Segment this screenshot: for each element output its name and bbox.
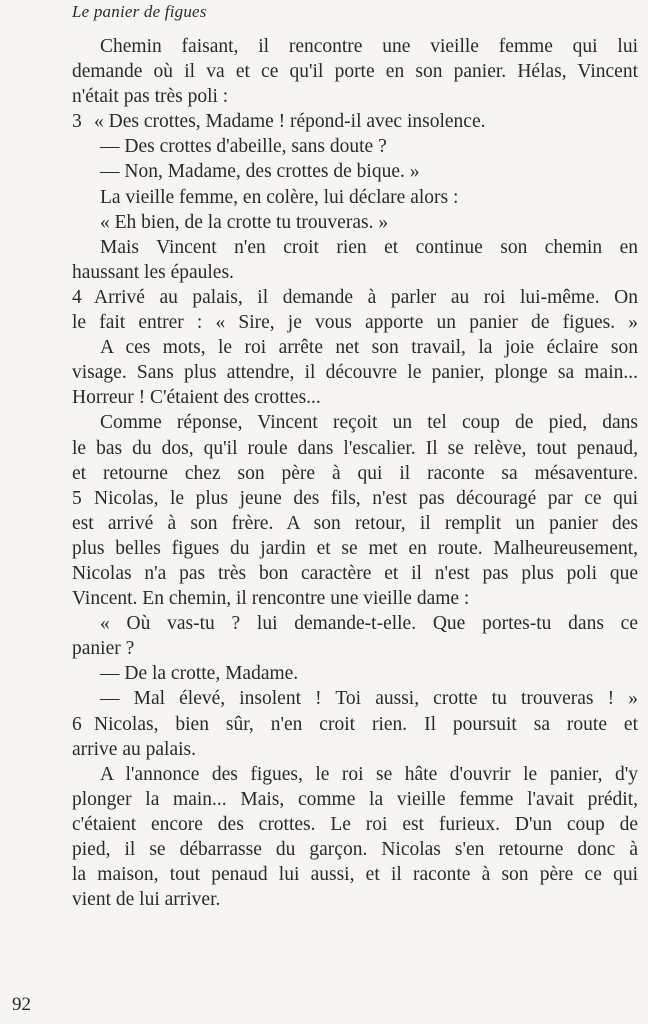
text-line <box>72 360 638 385</box>
line-text: Nicolas, bien sûr, n'en croit rien. Il poursuit sa route et <box>94 713 638 735</box>
text-line <box>72 410 638 435</box>
line-text: plonger la main... Mais, comme la vieille femme l'avait prédit, <box>72 788 638 810</box>
text-line <box>72 461 638 486</box>
text-line <box>72 260 638 285</box>
page-number: 92 <box>12 994 31 1015</box>
line-text: et retourne chez son père à qui il raconte sa mésaventure. <box>72 462 638 484</box>
text-line <box>72 787 638 812</box>
section-number: 5 <box>72 487 82 509</box>
line-text: la maison, tout penaud lui aussi, et il raconte à son père ce qui <box>72 864 638 886</box>
text-line <box>72 185 638 210</box>
line-text: Chemin faisant, il rencontre une vieille femme qui lui <box>100 36 638 57</box>
text-line <box>72 686 638 711</box>
line-text: « Eh bien, de la crotte tu trouveras. » <box>100 211 389 233</box>
line-text: Comme réponse, Vincent reçoit un tel coup de pied, dans <box>100 412 638 434</box>
text-line <box>72 235 638 260</box>
line-text: visage. Sans plus attendre, il découvre le panier, plonge sa main... <box>72 362 638 384</box>
text-line <box>72 812 638 837</box>
line-text: A ces mots, le roi arrête net son travail, la joie éclaire son <box>100 337 638 359</box>
text-line <box>72 436 638 461</box>
text-line <box>72 310 638 335</box>
line-text: pied, il se débarrasse du garçon. Nicolas s'en retourne donc à <box>72 839 638 860</box>
text-line <box>72 159 638 184</box>
text-line <box>72 762 638 787</box>
text-line <box>72 109 638 134</box>
text-line <box>72 335 638 360</box>
text-line <box>72 862 638 887</box>
line-text: le bas du dos, qu'il roule dans l'escalier. Il se relève, tout penaud, <box>72 437 638 459</box>
line-text: vient de lui arriver. <box>72 889 221 911</box>
text-line <box>72 486 638 511</box>
section-number: 4 <box>72 286 82 308</box>
text-line <box>72 210 638 235</box>
text-line <box>72 536 638 561</box>
text-line <box>72 561 638 586</box>
line-text: Vincent. En chemin, il rencontre une vieille dame : <box>72 588 470 610</box>
text-line <box>72 611 638 636</box>
line-text: « Où vas-tu ? lui demande-t-elle. Que portes-tu dans ce <box>100 613 638 635</box>
text-line <box>72 661 638 686</box>
page-body-text <box>72 34 638 912</box>
text-line <box>72 737 638 762</box>
line-text: plus belles figues du jardin et se met en route. Malheureusement, <box>72 537 638 559</box>
line-text: le fait entrer : « Sire, je vous apporte un panier de figues. » <box>72 312 638 334</box>
text-line <box>72 636 638 661</box>
text-line <box>72 59 638 84</box>
line-text: La vieille femme, en colère, lui déclare alors : <box>100 186 459 208</box>
line-text: Mais Vincent n'en croit rien et continue son chemin en <box>100 236 638 258</box>
line-text: Horreur ! C'étaient des crottes... <box>72 387 321 409</box>
text-line <box>72 385 638 410</box>
section-number: 6 <box>72 713 82 735</box>
line-text: Nicolas n'a pas très bon caractère et il n'est pas plus poli que <box>72 562 638 584</box>
text-line <box>72 34 638 59</box>
line-text: haussant les épaules. <box>72 261 234 283</box>
text-line <box>72 837 638 862</box>
line-text: — Des crottes d'abeille, sans doute ? <box>100 136 387 158</box>
line-text: Nicolas, le plus jeune des fils, n'est pas découragé par ce qui <box>94 487 638 509</box>
line-text: Arrivé au palais, il demande à parler au roi lui-même. On <box>94 286 638 308</box>
text-line <box>72 586 638 611</box>
line-text: — Non, Madame, des crottes de bique. » <box>100 161 420 183</box>
line-text: « Des crottes, Madame ! répond-il avec insolence. <box>94 111 486 133</box>
line-text: — Mal élevé, insolent ! Toi aussi, crotte tu trouveras ! » <box>100 688 638 710</box>
text-line <box>72 511 638 536</box>
line-text: panier ? <box>72 638 135 660</box>
text-line <box>72 285 638 310</box>
line-text: — De la crotte, Madame. <box>100 663 299 685</box>
text-line <box>72 84 638 109</box>
text-line <box>72 712 638 737</box>
running-header: Le panier de figues <box>72 2 207 21</box>
line-text: demande où il va et ce qu'il porte en son panier. Hélas, Vincent <box>72 61 638 83</box>
section-number: 3 <box>72 111 82 133</box>
line-text: c'étaient encore des crottes. Le roi est furieux. D'un coup de <box>72 813 638 835</box>
line-text: A l'annonce des figues, le roi se hâte d'ouvrir le panier, d'y <box>100 763 638 785</box>
line-text: arrive au palais. <box>72 738 196 760</box>
text-line <box>72 887 638 912</box>
text-line <box>72 134 638 159</box>
line-text: est arrivé à son frère. A son retour, il remplit un panier des <box>72 512 638 534</box>
line-text: n'était pas très poli : <box>72 86 229 108</box>
